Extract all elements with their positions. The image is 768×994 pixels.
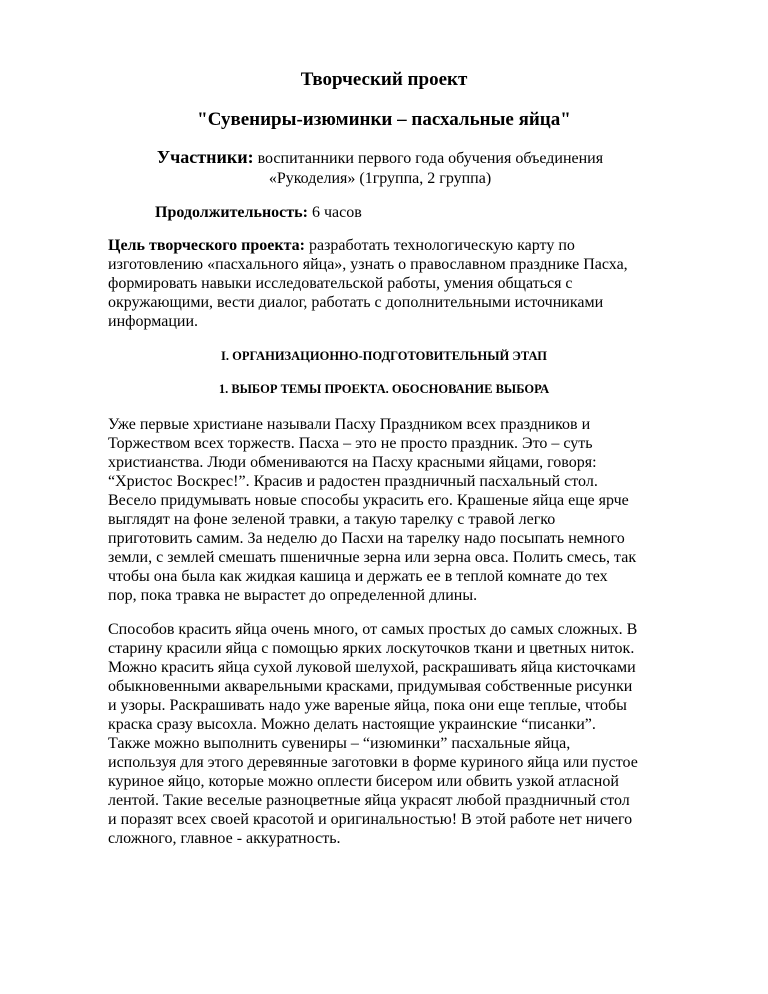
duration-block: [155, 203, 362, 223]
duration-label: Продолжительность:: [155, 204, 308, 221]
section-heading-topic: 1. ВЫБОР ТЕМЫ ПРОЕКТА. ОБОСНОВАНИЕ ВЫБОРА: [218, 382, 550, 396]
goal-block: [108, 236, 708, 331]
goal-label: Цель творческого проекта:: [108, 237, 305, 254]
paragraph-egg-painting: Способов красить яйца очень много, от самых простых до самых сложных. В старину красили яйца с помощью ярких лоскуточков ткани и цветных ниток. Можно красить яйца сухой луковой шелухой, раскрашивать яйца кисточками обыкновенными акварельными красками, придумывая собственные рисунки и узоры. Раскрашивать надо уже вареные яйца, пока они еще теплые, чтобы краска сразу высохла. Можно делать настоящие украинские “писанки”. Также можно выполнить сувениры – “изюминки” пасхальные яйца, используя для этого деревянные заготовки в форме куриного яйца или пустое куриное яйцо, которые можно оплести бисером или обвить узкой атласной лентой. Такие веселые разноцветные яйца украсят любой праздничный стол и поразят всех своей красотой и оригинальностью! В этой работе нет ничего сложного, главное - аккуратность.: [108, 621, 638, 847]
participants-line2: «Рукоделия» (1группа, 2 группа): [268, 170, 492, 187]
goal-text: разработать технологическую карту по изготовлению «пасхального яйца», узнать о православном празднике Пасха, формировать навыки исследовательской работы, умения общаться с окружающими, вести диалог, работать с дополнительными источниками информации.: [108, 237, 628, 330]
project-subtitle: "Сувениры-изюминки – пасхальные яйца": [197, 109, 571, 130]
participants-label: Участники:: [156, 147, 254, 167]
section-heading-stage: I. ОРГАНИЗАЦИОННО-ПОДГОТОВИТЕЛЬНЫЙ ЭТАП: [221, 349, 547, 363]
participants-line1: воспитанники первого года обучения объединения: [253, 150, 604, 167]
participants-block: [120, 147, 640, 189]
duration-value: 6 часов: [307, 204, 362, 221]
document-title: Творческий проект: [300, 69, 468, 90]
paragraph-easter-intro: Уже первые христиане называли Пасху Праздником всех праздников и Торжеством всех торжеств. Пасха – это не просто праздник. Это – суть христианства. Люди обмениваются на Пасху красными яйцами, говоря: “Христос Воскрес!”. Красив и радостен праздничный пасхальный стол. Весело придумывать новые способы украсить его. Крашеные яйца еще ярче выглядят на фоне зеленой травки, а такую тарелку с травой легко приготовить самим. За неделю до Пасхи на тарелку надо посыпать немного земли, с землей смешать пшеничные зерна или зерна овса. Полить смесь, так чтобы она была как жидкая кашица и держать ее в теплой комнате до тех пор, пока травка не вырастет до определенной длины.: [108, 416, 637, 604]
